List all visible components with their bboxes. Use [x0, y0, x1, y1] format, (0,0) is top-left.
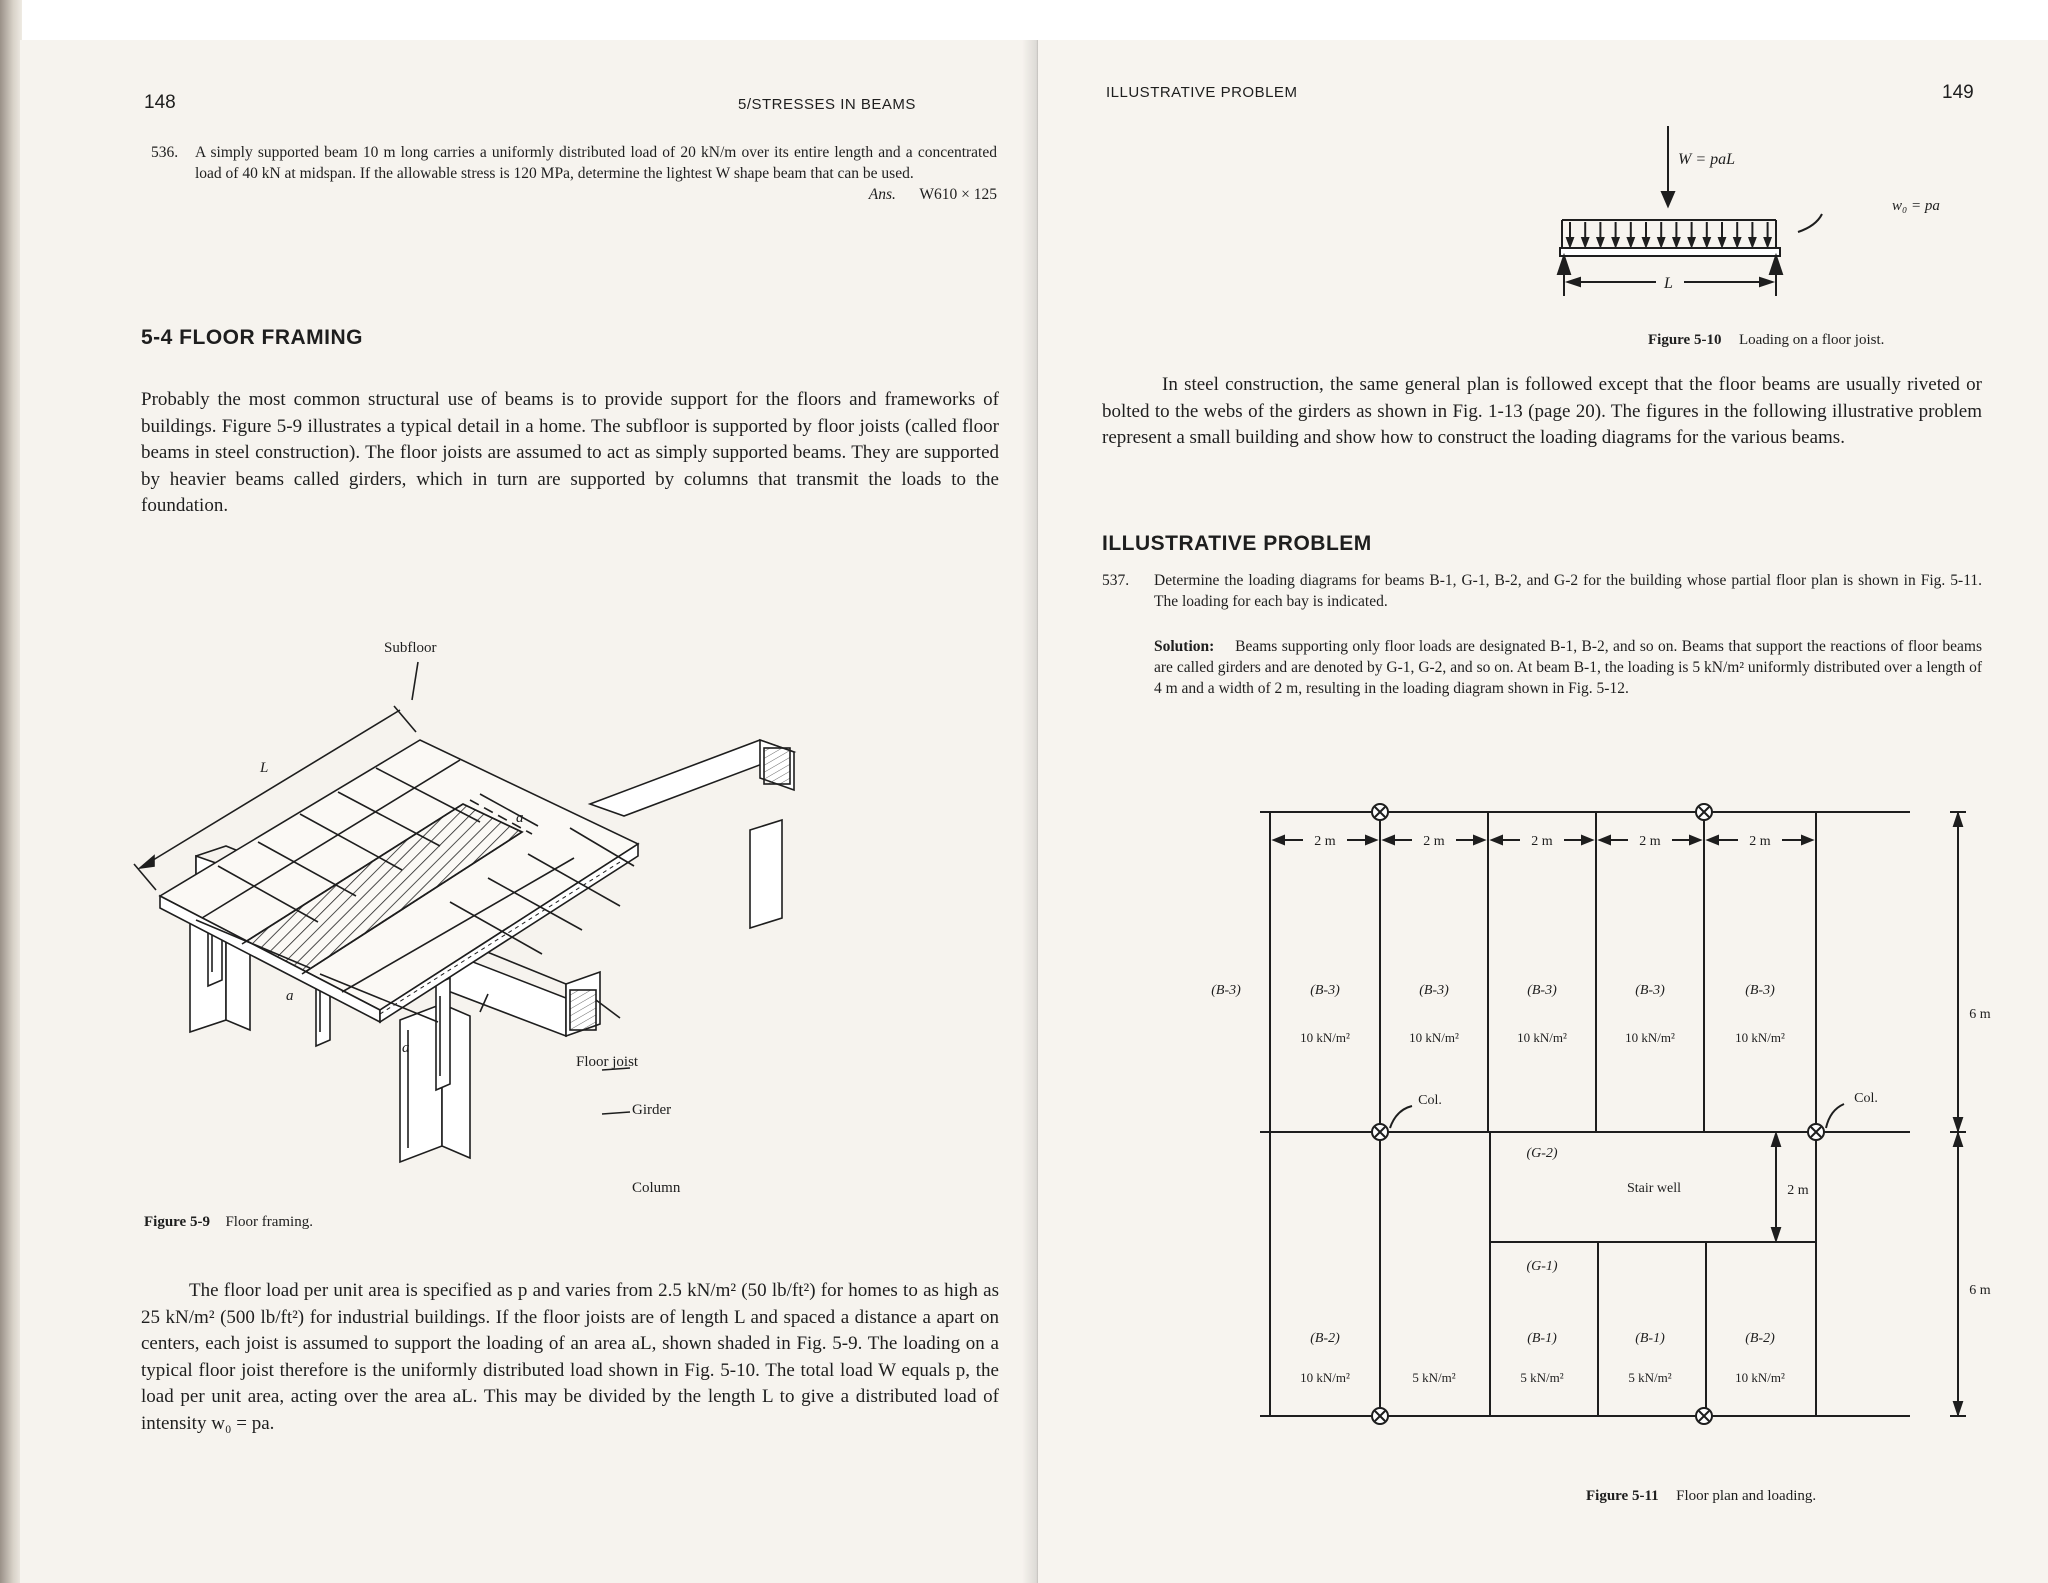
label-girder: Girder	[632, 1102, 672, 1118]
answer-label: Ans.	[868, 186, 896, 203]
bay-dim-arrow	[1802, 836, 1812, 844]
caption-text: Floor plan and loading.	[1676, 1488, 1817, 1504]
load-label: 10 kN/m²	[1735, 1030, 1785, 1045]
column-marker	[1696, 804, 1712, 820]
bay-dim-label: 2 m	[1423, 834, 1445, 849]
page-number: 149	[1942, 82, 1974, 103]
column-marker	[1808, 1124, 1824, 1140]
problem-text: A simply supported beam 10 m long carries a uniformly distributed load of 20 kN/m over its entire length and a concentrated load of 40 kN at midspan. If the allowable stress is 120 MPa, determine the lightest W shape beam that can be used.	[195, 144, 997, 182]
load-label: 5 kN/m²	[1628, 1370, 1672, 1385]
height-label: 6 m	[1969, 1007, 1991, 1022]
left-page	[20, 40, 1038, 1583]
load-arrowhead	[1613, 238, 1619, 246]
bay-dim-label: 2 m	[1639, 834, 1661, 849]
bay-dim-arrow	[1492, 836, 1502, 844]
figure-5-11-caption	[1586, 1488, 1816, 1505]
bay-dim-arrow	[1600, 836, 1610, 844]
answer-value: W610 × 125	[919, 186, 997, 203]
load-arrowhead	[1673, 238, 1679, 246]
bay-dim-label: 2 m	[1531, 834, 1553, 849]
load-arrowhead	[1719, 238, 1725, 246]
label-W: W = paL	[1678, 151, 1736, 168]
page-edge	[0, 0, 22, 1583]
load-arrowhead	[1658, 238, 1664, 246]
figure-5-11-labels	[1211, 834, 1991, 1385]
paragraph: The floor load per unit area is specified as p and varies from 2.5 kN/m² (50 lb/ft²) for homes to as high as 25 kN/m² (500 lb/ft²) for industrial buildings. If the floor joists are of length L and spaced a distance a apart on centers, each joist is assumed to support the loading of an area aL, shown shaded in Fig. 5-9. The loading on a typical floor joist therefore is the uniformly distributed load shown in Fig. 5-10. The total load W equals p, the load per unit area, acting over the area aL. This may be divided by the length L to give a distributed load of intensity w₀ = pa.	[141, 1280, 999, 1434]
load-label: 10 kN/m²	[1625, 1030, 1675, 1045]
bay-dim-label: 2 m	[1749, 834, 1771, 849]
label-dim-L: L	[260, 760, 269, 776]
section-heading: ILLUSTRATIVE PROBLEM	[1102, 532, 1372, 555]
load-arrowhead	[1597, 238, 1603, 246]
load-arrowhead	[1765, 238, 1771, 246]
beam-label: (B-1)	[1527, 1331, 1557, 1346]
beam-label: (B-2)	[1310, 1331, 1340, 1346]
load-arrowhead	[1567, 238, 1573, 246]
load-label: 10 kN/m²	[1409, 1030, 1459, 1045]
bay-dim-label: 2 m	[1314, 834, 1336, 849]
solution-text: Beams supporting only floor loads are designated B-1, B-2, and so on. Beams that support the reactions of floor beams are called girders and are denoted by G-1, G-2, and so on. At beam B-1, the loading is 5 kN/m² uniformly distributed over a length of 4 m and a width of 2 m, resulting in the loading diagram shown in Fig. 5-12.	[1154, 638, 1983, 697]
load-arrowhead	[1628, 238, 1634, 246]
figure-5-9-floor-framing	[150, 600, 870, 1196]
label-column: Column	[632, 1180, 681, 1196]
stairwell-label: Stair well	[1626, 1181, 1682, 1196]
column-marker	[1372, 1124, 1388, 1140]
section-heading: 5-4 FLOOR FRAMING	[141, 326, 363, 349]
height-label: 6 m	[1969, 1283, 1991, 1298]
problem-number: 536.	[151, 144, 179, 161]
label-L: L	[1664, 275, 1673, 292]
label-dim-a-top: a	[516, 810, 524, 826]
beam-label: (B-3)	[1745, 983, 1775, 998]
bay-dim-arrow	[1384, 836, 1394, 844]
load-arrowhead	[1689, 238, 1695, 246]
load-arrowhead	[1582, 238, 1588, 246]
beam-label: (B-3)	[1310, 983, 1340, 998]
column-label: Col.	[1854, 1091, 1878, 1106]
bay-dim-arrow	[1274, 836, 1284, 844]
bay-dim-arrow	[1366, 836, 1376, 844]
column-marker	[1372, 1408, 1388, 1424]
figure-5-9-caption	[144, 1214, 313, 1231]
solution-label: Solution:	[1154, 638, 1215, 655]
bay-dim-arrow	[1474, 836, 1484, 844]
page-number: 148	[144, 92, 176, 113]
figure-5-10-joist-loading	[1546, 120, 2006, 330]
column-label: Col.	[1418, 1093, 1442, 1108]
label-dim-a-left: a	[286, 988, 294, 1004]
load-label: 5 kN/m²	[1520, 1370, 1564, 1385]
problem-536	[151, 142, 997, 205]
bay-dim-arrow	[1582, 836, 1592, 844]
load-label: 5 kN/m²	[1412, 1370, 1456, 1385]
caption-label: Figure 5-9	[144, 1214, 210, 1230]
load-arrowhead	[1749, 238, 1755, 246]
bay-dim-arrow	[1690, 836, 1700, 844]
distributed-load-arrows	[1567, 222, 1771, 246]
running-head: 5/STRESSES IN BEAMS	[738, 96, 916, 113]
column-marker	[1696, 1408, 1712, 1424]
load-label: 10 kN/m²	[1517, 1030, 1567, 1045]
label-subfloor: Subfloor	[384, 640, 437, 656]
girder-label: (G-2)	[1526, 1146, 1558, 1161]
beam-label: (B-3)	[1527, 983, 1557, 998]
problem-537	[1102, 570, 1982, 612]
solution	[1154, 636, 1982, 699]
figure-5-10-caption	[1648, 332, 1884, 349]
beam-label: (B-3)	[1419, 983, 1449, 998]
column-marker	[1372, 804, 1388, 820]
beam-label: (B-1)	[1635, 1331, 1665, 1346]
stair-dim-label: 2 m	[1787, 1183, 1809, 1198]
load-arrowhead	[1643, 238, 1649, 246]
load-label: 10 kN/m²	[1300, 1030, 1350, 1045]
problem-number: 537.	[1102, 572, 1130, 589]
label-dim-a-mid: a	[402, 1040, 410, 1056]
load-label: 10 kN/m²	[1300, 1370, 1350, 1385]
girder-label: (G-1)	[1526, 1259, 1558, 1274]
beam-label: (B-3)	[1635, 983, 1665, 998]
problem-text: Determine the loading diagrams for beams B-1, G-1, B-2, and G-2 for the building whose partial floor plan is shown in Fig. 5-11. The loading for each bay is indicated.	[1154, 572, 1982, 610]
paragraph: In steel construction, the same general plan is followed except that the floor beams are usually riveted or bolted to the webs of the girders as shown in Fig. 1-13 (page 20). The figures in the following illustrative problem represent a small building and show how to construct the loading diagrams for the various beams.	[1102, 374, 1982, 448]
paragraph: Probably the most common structural use of beams is to provide support for the floors and frameworks of buildings. Figure 5-9 illustrates a typical detail in a home. The subfloor is supported by floor joists (called floor beams in steel construction). The floor joists are assumed to act as simply supported beams. They are supported by heavier beams called girders, which in turn are supported by columns that transmit the loads to the foundation.	[141, 389, 999, 516]
running-head: ILLUSTRATIVE PROBLEM	[1106, 84, 1298, 101]
label-floor-joist: Floor joist	[576, 1054, 639, 1070]
caption-label: Figure 5-10	[1648, 332, 1722, 348]
right-page	[1038, 40, 2048, 1583]
load-arrowhead	[1734, 238, 1740, 246]
caption-label: Figure 5-11	[1586, 1488, 1659, 1504]
caption-text: Loading on a floor joist.	[1738, 332, 1885, 348]
caption-text: Floor framing.	[225, 1214, 313, 1230]
load-arrowhead	[1704, 238, 1710, 246]
label-w0: w₀ = pa	[1892, 198, 1940, 214]
figure-5-11-floor-plan	[1211, 792, 1991, 1492]
beam-label: (B-2)	[1745, 1331, 1775, 1346]
bay-dim-arrow	[1708, 836, 1718, 844]
load-label: 10 kN/m²	[1735, 1370, 1785, 1385]
beam-label: (B-3)	[1211, 983, 1241, 998]
